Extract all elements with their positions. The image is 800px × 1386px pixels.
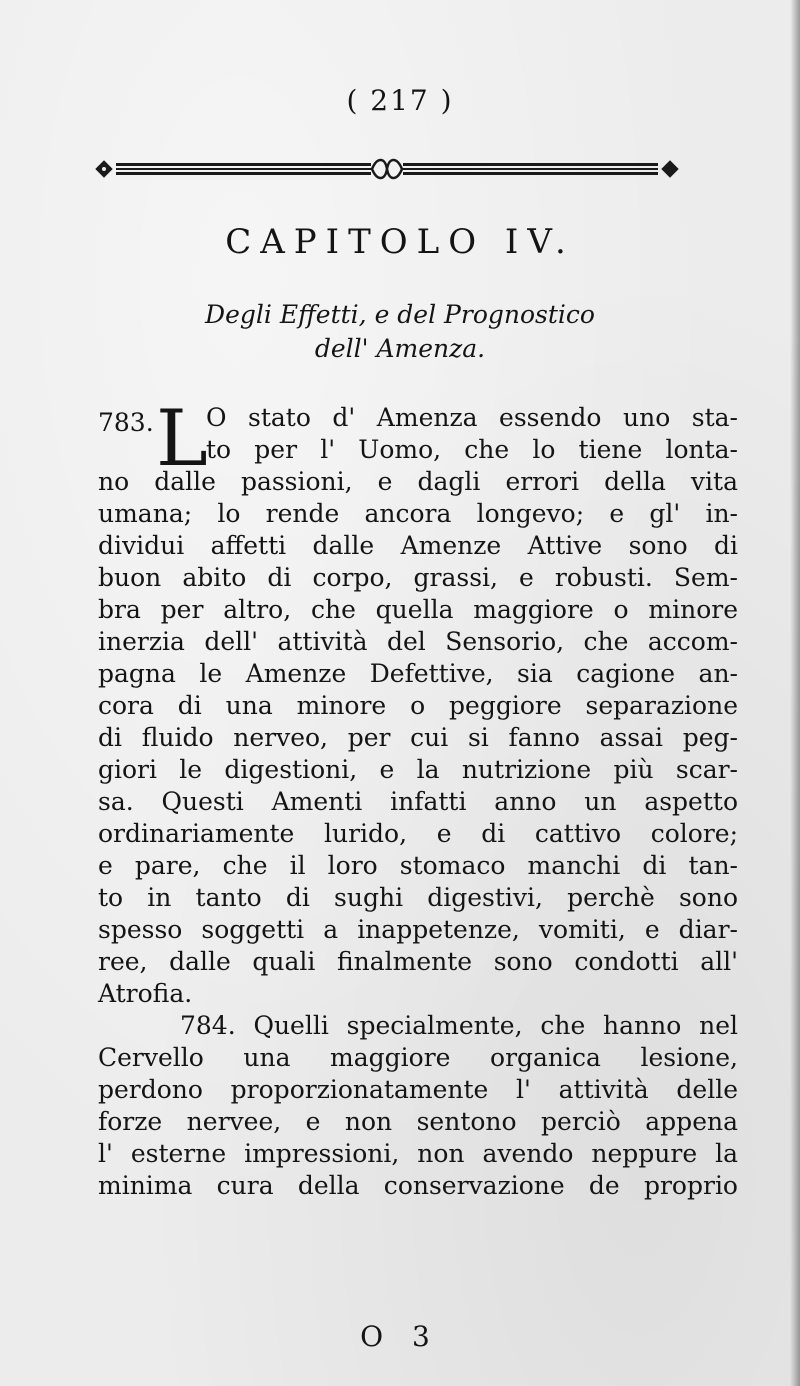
text-line: to per l' Uomo, che lo tiene lonta- xyxy=(206,435,738,464)
ornamental-rule xyxy=(92,152,682,186)
page-edge-shadow xyxy=(790,0,800,1386)
text-line: Atrofia. xyxy=(98,979,193,1008)
text-line: spesso soggetti a inappetenze, vomiti, e diar- xyxy=(98,915,738,944)
text-line: inerzia dell' attività del Sensorio, che accom- xyxy=(98,627,738,656)
text-line: giori le digestioni, e la nutrizione più scar- xyxy=(98,755,738,784)
paragraph-number: 783. xyxy=(98,408,154,437)
text-line: ordinariamente lurido, e di cattivo colore; xyxy=(98,819,738,848)
text-line: di fluido nerveo, per cui si fanno assai peg- xyxy=(98,723,738,752)
text-line: O stato d' Amenza essendo uno sta- xyxy=(206,403,738,432)
paragraph-783 xyxy=(98,394,738,1010)
text-line: cora di una minore o peggiore separazione xyxy=(98,691,738,720)
text-line: ree, dalle quali finalmente sono condotti all' xyxy=(98,947,738,976)
text-line: minima cura della conservazione de proprio xyxy=(98,1171,738,1200)
text-line: to in tanto di sughi digestivi, perchè sono xyxy=(98,883,738,912)
chapter-subtitle-line1: Degli Effetti, e del Prognostico xyxy=(205,300,595,329)
chapter-title: CAPITOLO IV. xyxy=(225,222,575,262)
text-line: buon abito di corpo, grassi, e robusti. Sem- xyxy=(98,563,738,592)
chapter-subtitle-line2: dell' Amenza. xyxy=(314,334,486,363)
text-line: bra per altro, che quella maggiore o minore xyxy=(98,595,738,624)
paragraph-784 xyxy=(98,1010,738,1202)
signature-mark: O 3 xyxy=(360,1320,440,1353)
text-line: 784. Quelli specialmente, che hanno nel xyxy=(180,1011,738,1040)
text-line: sa. Questi Amenti infatti anno un aspetto xyxy=(98,787,738,816)
text-line: l' esterne impressioni, non avendo neppure la xyxy=(98,1139,738,1168)
body-text xyxy=(98,394,738,1202)
text-line: forze nervee, e non sentono perciò appena xyxy=(98,1107,738,1136)
text-line: perdono proporzionatamente l' attività delle xyxy=(98,1075,738,1104)
page-number: ( 217 ) xyxy=(346,84,454,117)
text-line: pagna le Amenze Defettive, sia cagione an- xyxy=(98,659,738,688)
text-line: umana; lo rende ancora longevo; e gl' in- xyxy=(98,499,738,528)
text-line: no dalle passioni, e dagli errori della vita xyxy=(98,467,738,496)
text-line: e pare, che il loro stomaco manchi di tan- xyxy=(98,851,738,880)
text-line: Cervello una maggiore organica lesione, xyxy=(98,1043,738,1072)
text-line: dividui affetti dalle Amenze Attive sono di xyxy=(98,531,738,560)
drop-cap: L xyxy=(156,394,208,484)
